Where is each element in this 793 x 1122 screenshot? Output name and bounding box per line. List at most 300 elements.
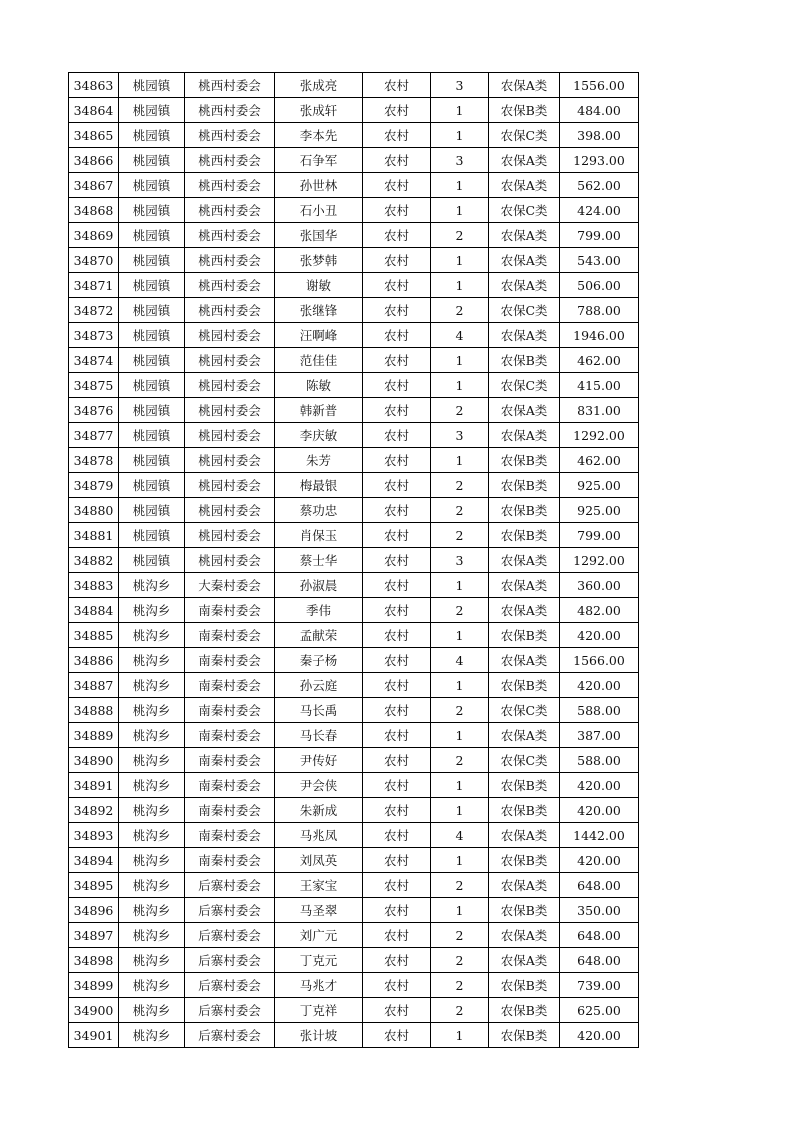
record-id-cell: 34900 [69,998,119,1023]
village-committee-cell: 桃西村委会 [185,273,275,298]
amount-cell: 831.00 [560,398,639,423]
household-size-cell: 3 [431,423,489,448]
record-id-cell: 34871 [69,273,119,298]
township-cell: 桃园镇 [119,148,185,173]
amount-cell: 420.00 [560,773,639,798]
amount-cell: 420.00 [560,673,639,698]
name-cell: 张梦韩 [275,248,363,273]
table-row [69,148,639,173]
record-id-cell: 34880 [69,498,119,523]
table-row [69,723,639,748]
amount-cell: 543.00 [560,248,639,273]
household-size-cell: 1 [431,848,489,873]
category-cell: 农村 [363,948,431,973]
amount-cell: 482.00 [560,598,639,623]
record-id-cell: 34890 [69,748,119,773]
village-committee-cell: 后寨村委会 [185,1023,275,1048]
category-cell: 农村 [363,348,431,373]
household-size-cell: 1 [431,773,489,798]
township-cell: 桃园镇 [119,398,185,423]
subsidy-table [68,72,639,1048]
name-cell: 孙淑晨 [275,573,363,598]
name-cell: 刘广元 [275,923,363,948]
amount-cell: 562.00 [560,173,639,198]
table-row [69,648,639,673]
household-size-cell: 1 [431,573,489,598]
category-cell: 农村 [363,923,431,948]
amount-cell: 462.00 [560,348,639,373]
name-cell: 孙云庭 [275,673,363,698]
name-cell: 范佳佳 [275,348,363,373]
insurance-type-cell: 农保A类 [489,273,560,298]
name-cell: 王家宝 [275,873,363,898]
village-committee-cell: 大秦村委会 [185,573,275,598]
amount-cell: 799.00 [560,523,639,548]
amount-cell: 420.00 [560,1023,639,1048]
record-id-cell: 34893 [69,823,119,848]
record-id-cell: 34877 [69,423,119,448]
amount-cell: 398.00 [560,123,639,148]
township-cell: 桃沟乡 [119,948,185,973]
category-cell: 农村 [363,873,431,898]
table-row [69,673,639,698]
category-cell: 农村 [363,773,431,798]
household-size-cell: 1 [431,448,489,473]
household-size-cell: 2 [431,948,489,973]
record-id-cell: 34878 [69,448,119,473]
name-cell: 张计坡 [275,1023,363,1048]
household-size-cell: 1 [431,173,489,198]
village-committee-cell: 南秦村委会 [185,673,275,698]
amount-cell: 788.00 [560,298,639,323]
category-cell: 农村 [363,373,431,398]
amount-cell: 625.00 [560,998,639,1023]
household-size-cell: 2 [431,598,489,623]
table-row [69,973,639,998]
category-cell: 农村 [363,698,431,723]
insurance-type-cell: 农保A类 [489,73,560,98]
name-cell: 韩新普 [275,398,363,423]
table-row [69,398,639,423]
table-row [69,998,639,1023]
township-cell: 桃园镇 [119,498,185,523]
amount-cell: 1442.00 [560,823,639,848]
category-cell: 农村 [363,248,431,273]
insurance-type-cell: 农保B类 [489,848,560,873]
name-cell: 肖保玉 [275,523,363,548]
village-committee-cell: 桃西村委会 [185,73,275,98]
record-id-cell: 34886 [69,648,119,673]
insurance-type-cell: 农保A类 [489,948,560,973]
table-row [69,698,639,723]
name-cell: 丁克元 [275,948,363,973]
record-id-cell: 34881 [69,523,119,548]
category-cell: 农村 [363,448,431,473]
category-cell: 农村 [363,748,431,773]
village-committee-cell: 南秦村委会 [185,598,275,623]
name-cell: 石争军 [275,148,363,173]
insurance-type-cell: 农保B类 [489,773,560,798]
village-committee-cell: 桃西村委会 [185,198,275,223]
table-row [69,948,639,973]
insurance-type-cell: 农保C类 [489,748,560,773]
insurance-type-cell: 农保A类 [489,173,560,198]
record-id-cell: 34901 [69,1023,119,1048]
category-cell: 农村 [363,673,431,698]
category-cell: 农村 [363,648,431,673]
table-row [69,248,639,273]
village-committee-cell: 南秦村委会 [185,848,275,873]
record-id-cell: 34869 [69,223,119,248]
table-body [69,73,639,1048]
record-id-cell: 34898 [69,948,119,973]
village-committee-cell: 南秦村委会 [185,723,275,748]
village-committee-cell: 南秦村委会 [185,773,275,798]
record-id-cell: 34884 [69,598,119,623]
amount-cell: 1292.00 [560,548,639,573]
township-cell: 桃园镇 [119,223,185,248]
township-cell: 桃园镇 [119,323,185,348]
category-cell: 农村 [363,573,431,598]
village-committee-cell: 桃园村委会 [185,473,275,498]
name-cell: 梅最银 [275,473,363,498]
township-cell: 桃园镇 [119,73,185,98]
household-size-cell: 1 [431,673,489,698]
record-id-cell: 34865 [69,123,119,148]
table-row [69,198,639,223]
record-id-cell: 34887 [69,673,119,698]
category-cell: 农村 [363,823,431,848]
insurance-type-cell: 农保B类 [489,98,560,123]
record-id-cell: 34870 [69,248,119,273]
household-size-cell: 2 [431,748,489,773]
household-size-cell: 2 [431,998,489,1023]
village-committee-cell: 桃西村委会 [185,148,275,173]
insurance-type-cell: 农保B类 [489,623,560,648]
record-id-cell: 34888 [69,698,119,723]
record-id-cell: 34894 [69,848,119,873]
village-committee-cell: 桃西村委会 [185,248,275,273]
household-size-cell: 2 [431,223,489,248]
township-cell: 桃沟乡 [119,623,185,648]
record-id-cell: 34876 [69,398,119,423]
amount-cell: 506.00 [560,273,639,298]
amount-cell: 799.00 [560,223,639,248]
category-cell: 农村 [363,398,431,423]
table-row [69,923,639,948]
table-row [69,848,639,873]
record-id-cell: 34875 [69,373,119,398]
insurance-type-cell: 农保A类 [489,148,560,173]
township-cell: 桃沟乡 [119,698,185,723]
township-cell: 桃园镇 [119,173,185,198]
table-row [69,898,639,923]
village-committee-cell: 后寨村委会 [185,898,275,923]
township-cell: 桃沟乡 [119,998,185,1023]
amount-cell: 648.00 [560,948,639,973]
name-cell: 尹会侠 [275,773,363,798]
table-row [69,298,639,323]
insurance-type-cell: 农保C类 [489,123,560,148]
category-cell: 农村 [363,123,431,148]
amount-cell: 1566.00 [560,648,639,673]
household-size-cell: 1 [431,248,489,273]
household-size-cell: 1 [431,798,489,823]
township-cell: 桃沟乡 [119,798,185,823]
record-id-cell: 34879 [69,473,119,498]
township-cell: 桃沟乡 [119,598,185,623]
table-row [69,498,639,523]
name-cell: 蔡士华 [275,548,363,573]
category-cell: 农村 [363,1023,431,1048]
category-cell: 农村 [363,423,431,448]
village-committee-cell: 南秦村委会 [185,798,275,823]
insurance-type-cell: 农保A类 [489,323,560,348]
amount-cell: 925.00 [560,473,639,498]
name-cell: 马兆才 [275,973,363,998]
village-committee-cell: 桃西村委会 [185,298,275,323]
insurance-type-cell: 农保B类 [489,898,560,923]
table-row [69,223,639,248]
name-cell: 张国华 [275,223,363,248]
name-cell: 谢敏 [275,273,363,298]
township-cell: 桃沟乡 [119,773,185,798]
insurance-type-cell: 农保B类 [489,523,560,548]
household-size-cell: 1 [431,1023,489,1048]
insurance-type-cell: 农保A类 [489,248,560,273]
record-id-cell: 34874 [69,348,119,373]
insurance-type-cell: 农保A类 [489,423,560,448]
category-cell: 农村 [363,73,431,98]
village-committee-cell: 南秦村委会 [185,623,275,648]
insurance-type-cell: 农保A类 [489,398,560,423]
insurance-type-cell: 农保A类 [489,923,560,948]
township-cell: 桃园镇 [119,523,185,548]
amount-cell: 588.00 [560,748,639,773]
household-size-cell: 1 [431,273,489,298]
township-cell: 桃沟乡 [119,573,185,598]
table-row [69,823,639,848]
record-id-cell: 34863 [69,73,119,98]
table-row [69,623,639,648]
village-committee-cell: 后寨村委会 [185,998,275,1023]
village-committee-cell: 桃园村委会 [185,423,275,448]
household-size-cell: 2 [431,398,489,423]
township-cell: 桃沟乡 [119,848,185,873]
household-size-cell: 1 [431,373,489,398]
township-cell: 桃沟乡 [119,673,185,698]
category-cell: 农村 [363,798,431,823]
amount-cell: 360.00 [560,573,639,598]
record-id-cell: 34864 [69,98,119,123]
name-cell: 朱新成 [275,798,363,823]
village-committee-cell: 后寨村委会 [185,973,275,998]
category-cell: 农村 [363,473,431,498]
table-row [69,473,639,498]
table-row [69,73,639,98]
village-committee-cell: 桃西村委会 [185,173,275,198]
township-cell: 桃园镇 [119,273,185,298]
amount-cell: 462.00 [560,448,639,473]
category-cell: 农村 [363,623,431,648]
township-cell: 桃沟乡 [119,973,185,998]
amount-cell: 648.00 [560,923,639,948]
household-size-cell: 3 [431,548,489,573]
name-cell: 汪啊峰 [275,323,363,348]
table-row [69,523,639,548]
township-cell: 桃沟乡 [119,898,185,923]
name-cell: 蔡功忠 [275,498,363,523]
category-cell: 农村 [363,173,431,198]
table-row [69,373,639,398]
record-id-cell: 34867 [69,173,119,198]
category-cell: 农村 [363,898,431,923]
table-row [69,548,639,573]
insurance-type-cell: 农保A类 [489,873,560,898]
township-cell: 桃沟乡 [119,823,185,848]
township-cell: 桃沟乡 [119,723,185,748]
village-committee-cell: 桃西村委会 [185,123,275,148]
name-cell: 孙世林 [275,173,363,198]
category-cell: 农村 [363,98,431,123]
insurance-type-cell: 农保A类 [489,648,560,673]
category-cell: 农村 [363,273,431,298]
township-cell: 桃园镇 [119,98,185,123]
category-cell: 农村 [363,323,431,348]
amount-cell: 424.00 [560,198,639,223]
category-cell: 农村 [363,848,431,873]
category-cell: 农村 [363,298,431,323]
insurance-type-cell: 农保A类 [489,823,560,848]
insurance-type-cell: 农保C类 [489,198,560,223]
table-row [69,573,639,598]
household-size-cell: 3 [431,148,489,173]
insurance-type-cell: 农保C类 [489,373,560,398]
record-id-cell: 34897 [69,923,119,948]
insurance-type-cell: 农保B类 [489,973,560,998]
township-cell: 桃园镇 [119,198,185,223]
household-size-cell: 1 [431,98,489,123]
name-cell: 马圣翠 [275,898,363,923]
record-id-cell: 34896 [69,898,119,923]
township-cell: 桃园镇 [119,298,185,323]
insurance-type-cell: 农保A类 [489,598,560,623]
village-committee-cell: 南秦村委会 [185,648,275,673]
amount-cell: 1293.00 [560,148,639,173]
name-cell: 陈敏 [275,373,363,398]
name-cell: 李庆敏 [275,423,363,448]
name-cell: 马长禹 [275,698,363,723]
name-cell: 张成轩 [275,98,363,123]
table-row [69,273,639,298]
household-size-cell: 4 [431,823,489,848]
record-id-cell: 34883 [69,573,119,598]
amount-cell: 1556.00 [560,73,639,98]
village-committee-cell: 桃西村委会 [185,98,275,123]
insurance-type-cell: 农保B类 [489,1023,560,1048]
household-size-cell: 3 [431,73,489,98]
village-committee-cell: 南秦村委会 [185,698,275,723]
record-id-cell: 34895 [69,873,119,898]
village-committee-cell: 南秦村委会 [185,748,275,773]
table-row [69,773,639,798]
name-cell: 秦子杨 [275,648,363,673]
township-cell: 桃园镇 [119,348,185,373]
table-row [69,423,639,448]
village-committee-cell: 桃园村委会 [185,523,275,548]
insurance-type-cell: 农保C类 [489,298,560,323]
township-cell: 桃沟乡 [119,923,185,948]
name-cell: 刘凤英 [275,848,363,873]
village-committee-cell: 后寨村委会 [185,948,275,973]
amount-cell: 588.00 [560,698,639,723]
record-id-cell: 34872 [69,298,119,323]
category-cell: 农村 [363,998,431,1023]
household-size-cell: 1 [431,898,489,923]
village-committee-cell: 南秦村委会 [185,823,275,848]
category-cell: 农村 [363,198,431,223]
village-committee-cell: 桃园村委会 [185,548,275,573]
village-committee-cell: 桃园村委会 [185,498,275,523]
name-cell: 孟献荣 [275,623,363,648]
village-committee-cell: 桃园村委会 [185,448,275,473]
household-size-cell: 1 [431,348,489,373]
record-id-cell: 34892 [69,798,119,823]
township-cell: 桃沟乡 [119,873,185,898]
category-cell: 农村 [363,523,431,548]
table-row [69,348,639,373]
table-row [69,173,639,198]
township-cell: 桃园镇 [119,248,185,273]
amount-cell: 420.00 [560,798,639,823]
table-row [69,873,639,898]
village-committee-cell: 桃园村委会 [185,373,275,398]
category-cell: 农村 [363,223,431,248]
household-size-cell: 2 [431,973,489,998]
amount-cell: 739.00 [560,973,639,998]
amount-cell: 350.00 [560,898,639,923]
township-cell: 桃园镇 [119,448,185,473]
name-cell: 张成亮 [275,73,363,98]
record-id-cell: 34885 [69,623,119,648]
insurance-type-cell: 农保B类 [489,473,560,498]
table-row [69,1023,639,1048]
amount-cell: 484.00 [560,98,639,123]
record-id-cell: 34891 [69,773,119,798]
household-size-cell: 1 [431,123,489,148]
village-committee-cell: 桃园村委会 [185,398,275,423]
table-row [69,323,639,348]
amount-cell: 415.00 [560,373,639,398]
household-size-cell: 2 [431,698,489,723]
category-cell: 农村 [363,598,431,623]
township-cell: 桃园镇 [119,473,185,498]
household-size-cell: 2 [431,873,489,898]
record-id-cell: 34889 [69,723,119,748]
township-cell: 桃园镇 [119,548,185,573]
record-id-cell: 34868 [69,198,119,223]
table-row [69,598,639,623]
village-committee-cell: 后寨村委会 [185,873,275,898]
name-cell: 张继锋 [275,298,363,323]
insurance-type-cell: 农保B类 [489,673,560,698]
insurance-type-cell: 农保B类 [489,498,560,523]
household-size-cell: 2 [431,298,489,323]
insurance-type-cell: 农保A类 [489,573,560,598]
amount-cell: 420.00 [560,848,639,873]
township-cell: 桃园镇 [119,373,185,398]
category-cell: 农村 [363,723,431,748]
